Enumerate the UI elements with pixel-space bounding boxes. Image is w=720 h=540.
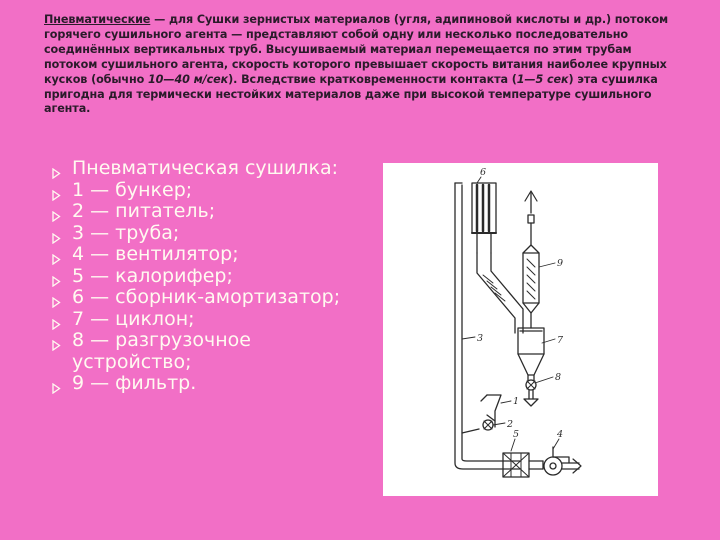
label-2: 2 <box>507 419 514 430</box>
bullet-arrow-icon <box>52 206 61 217</box>
list-item <box>52 180 342 202</box>
discharge-device <box>524 380 538 406</box>
surge-collector <box>472 183 496 253</box>
label-4: 4 <box>557 429 564 440</box>
hopper-feeder <box>462 395 501 433</box>
bullet-arrow-icon <box>52 249 61 260</box>
label-6: 6 <box>480 167 487 178</box>
list-item-text: 2 — питатель; <box>72 200 216 222</box>
label-5: 5 <box>513 429 520 440</box>
list-item <box>52 266 342 288</box>
label-8: 8 <box>555 372 562 383</box>
list-item <box>52 373 342 395</box>
list-item <box>52 287 342 309</box>
list-item-text: 7 — циклон; <box>72 307 195 330</box>
label-9: 9 <box>557 258 564 269</box>
list-item-text: 4 — вентилятор; <box>72 243 239 265</box>
list-item-text: 9 — фильтр. <box>72 372 197 394</box>
bullet-arrow-icon <box>52 185 61 196</box>
fan <box>543 447 581 475</box>
list-item-text: Пневматическая сушилка: <box>72 157 339 179</box>
list-item-text: 1 — бункер; <box>72 178 193 201</box>
intro-text-2: ). Вследствие кратковременности контакта ( <box>228 72 517 86</box>
list-item-text: 8 — разгрузочное устройство; <box>72 329 251 373</box>
intro-text-3: ) эта сушилка пригодна для термически нестойких материалов даже при высокой температуре сушильного агента. <box>44 72 658 116</box>
list-item-text: 5 — калорифер; <box>72 264 233 287</box>
bullet-arrow-icon <box>52 228 61 239</box>
dryer-diagram-svg <box>383 163 658 496</box>
list-item <box>52 158 342 180</box>
intro-speed: 10—40 м/сек <box>148 72 229 86</box>
bullet-arrow-icon <box>52 378 61 389</box>
heater <box>503 453 543 477</box>
label-7: 7 <box>557 335 564 346</box>
bullet-arrow-icon <box>52 163 61 174</box>
dryer-diagram <box>383 163 658 496</box>
list-item <box>52 223 342 245</box>
label-1: 1 <box>513 396 520 407</box>
bullet-arrow-icon <box>52 335 61 346</box>
label-3: 3 <box>477 333 484 344</box>
bullet-arrow-icon <box>52 271 61 282</box>
cyclone <box>518 313 544 381</box>
list-item <box>52 244 342 266</box>
list-item <box>52 309 342 331</box>
bullet-arrow-icon <box>52 314 61 325</box>
intro-text-1: — для Сушки зернистых материалов (угля, адипиновой кислоты и др.) потоком горячего сушильного агента — представляют собой одну или несколько последовательно соединённых вертикальных труб. Высушиваемый материал перемещается по этим трубам потоком сушильного агента, скорость которого превышает скорость витания наиболее крупных кусков (обычно <box>44 13 669 86</box>
list-item <box>52 201 342 223</box>
bullet-arrow-icon <box>52 292 61 303</box>
intro-time: 1—5 сек <box>516 72 569 86</box>
intro-term: Пневматические <box>44 13 151 26</box>
legend-list <box>52 158 342 395</box>
intro-paragraph <box>44 13 672 117</box>
list-item <box>52 330 342 373</box>
transfer-duct <box>477 253 523 333</box>
list-item-text: 3 — труба; <box>72 221 180 244</box>
filter <box>523 191 539 313</box>
list-item-text: 6 — сборник-амортизатор; <box>72 286 341 308</box>
